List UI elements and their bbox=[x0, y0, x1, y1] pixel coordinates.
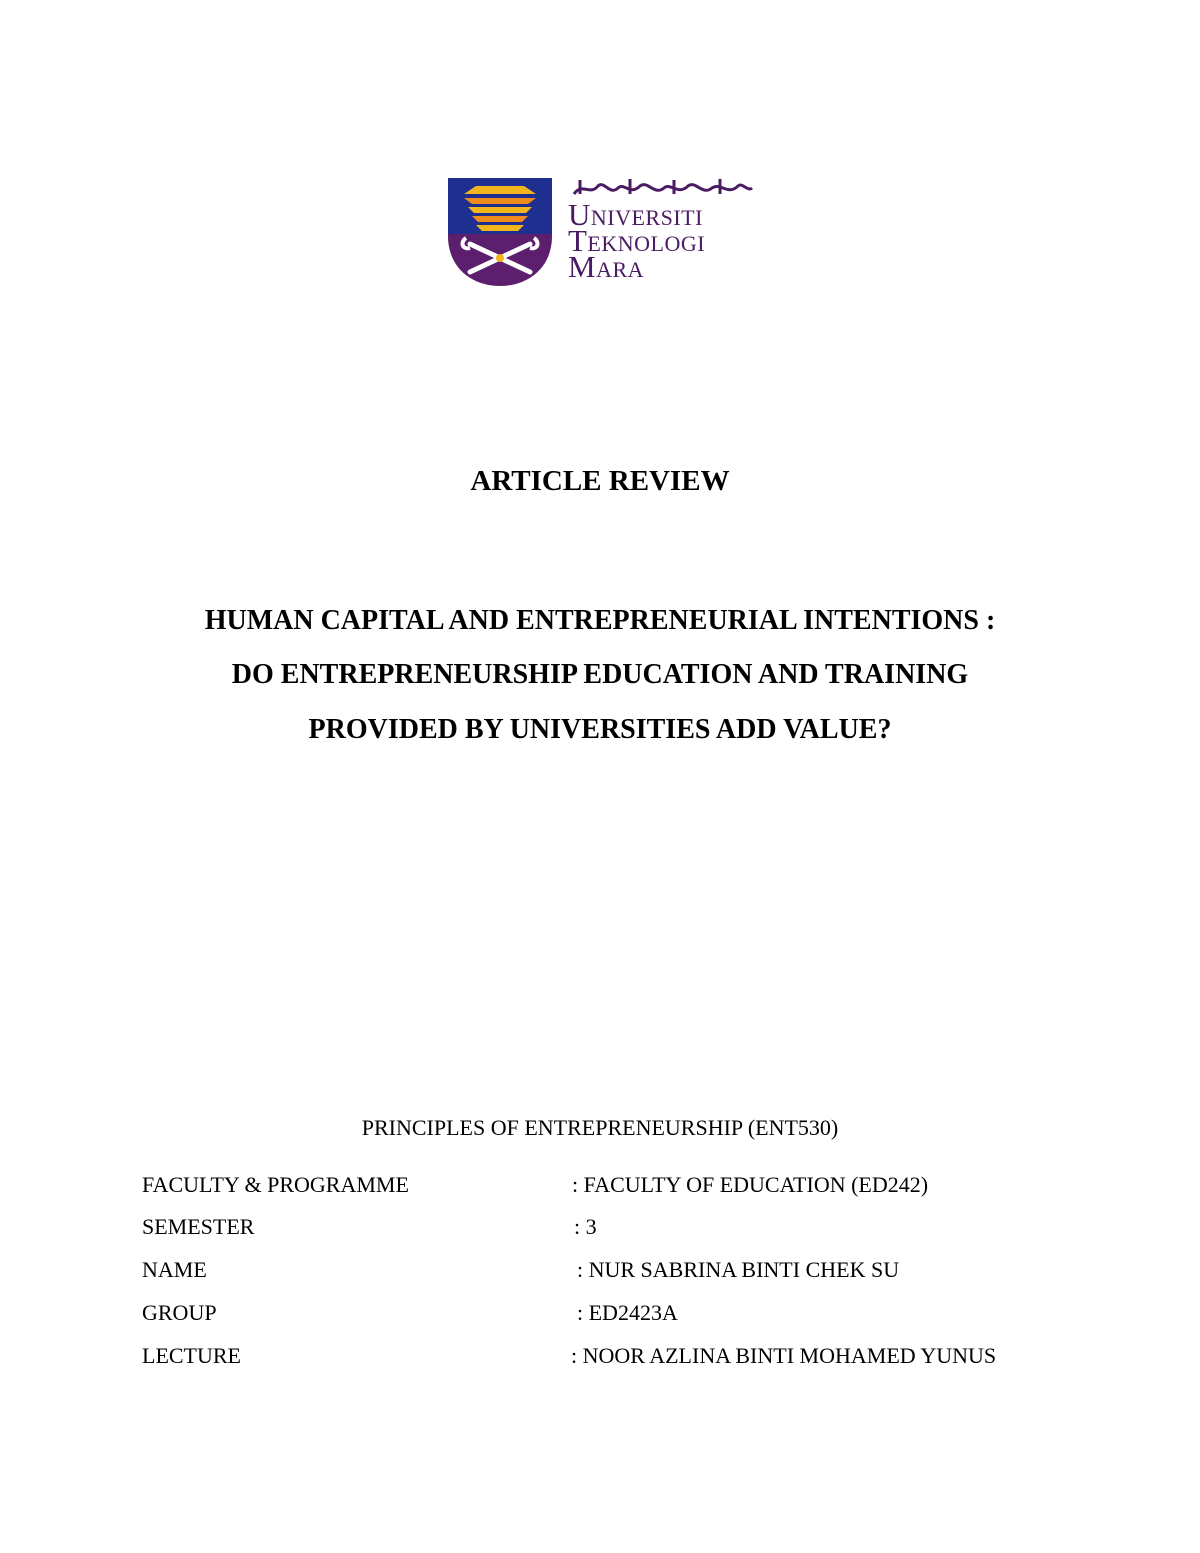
article-title-line-3: PROVIDED BY UNIVERSITIES ADD VALUE? bbox=[308, 714, 892, 745]
info-value: : NOOR AZLINA BINTI MOHAMED YUNUS bbox=[571, 1343, 997, 1368]
info-value: : NUR SABRINA BINTI CHEK SU bbox=[577, 1257, 900, 1282]
info-row-semester bbox=[142, 1214, 1102, 1244]
logo-wordmark bbox=[568, 197, 706, 284]
course-name: PRINCIPLES OF ENTREPRENEURSHIP (ENT530) bbox=[361, 1115, 839, 1140]
info-row-group bbox=[142, 1300, 1102, 1330]
uitm-crest-icon bbox=[446, 176, 556, 288]
article-title-line-1: HUMAN CAPITAL AND ENTREPRENEURIAL INTENTIONS : bbox=[204, 605, 996, 636]
info-value: : ED2423A bbox=[577, 1300, 678, 1325]
university-logo bbox=[446, 176, 756, 288]
info-row-name bbox=[142, 1257, 1102, 1287]
logo-line-3: Mara bbox=[568, 249, 645, 284]
info-row-faculty bbox=[142, 1172, 1102, 1202]
info-label: FACULTY & PROGRAMME bbox=[142, 1172, 409, 1197]
logo-line-2: Teknologi bbox=[568, 223, 706, 258]
info-value: : 3 bbox=[574, 1214, 597, 1239]
page-heading: ARTICLE REVIEW bbox=[470, 465, 730, 497]
article-title-line-2: DO ENTREPRENEURSHIP EDUCATION AND TRAINING bbox=[231, 659, 969, 690]
info-value: : FACULTY OF EDUCATION (ED242) bbox=[572, 1172, 929, 1197]
logo-line-1: Universiti bbox=[568, 197, 703, 232]
info-label: SEMESTER bbox=[142, 1214, 255, 1239]
info-row-lecture bbox=[142, 1343, 1102, 1373]
info-label: LECTURE bbox=[142, 1343, 241, 1368]
info-label: GROUP bbox=[142, 1300, 217, 1325]
info-label: NAME bbox=[142, 1257, 207, 1282]
